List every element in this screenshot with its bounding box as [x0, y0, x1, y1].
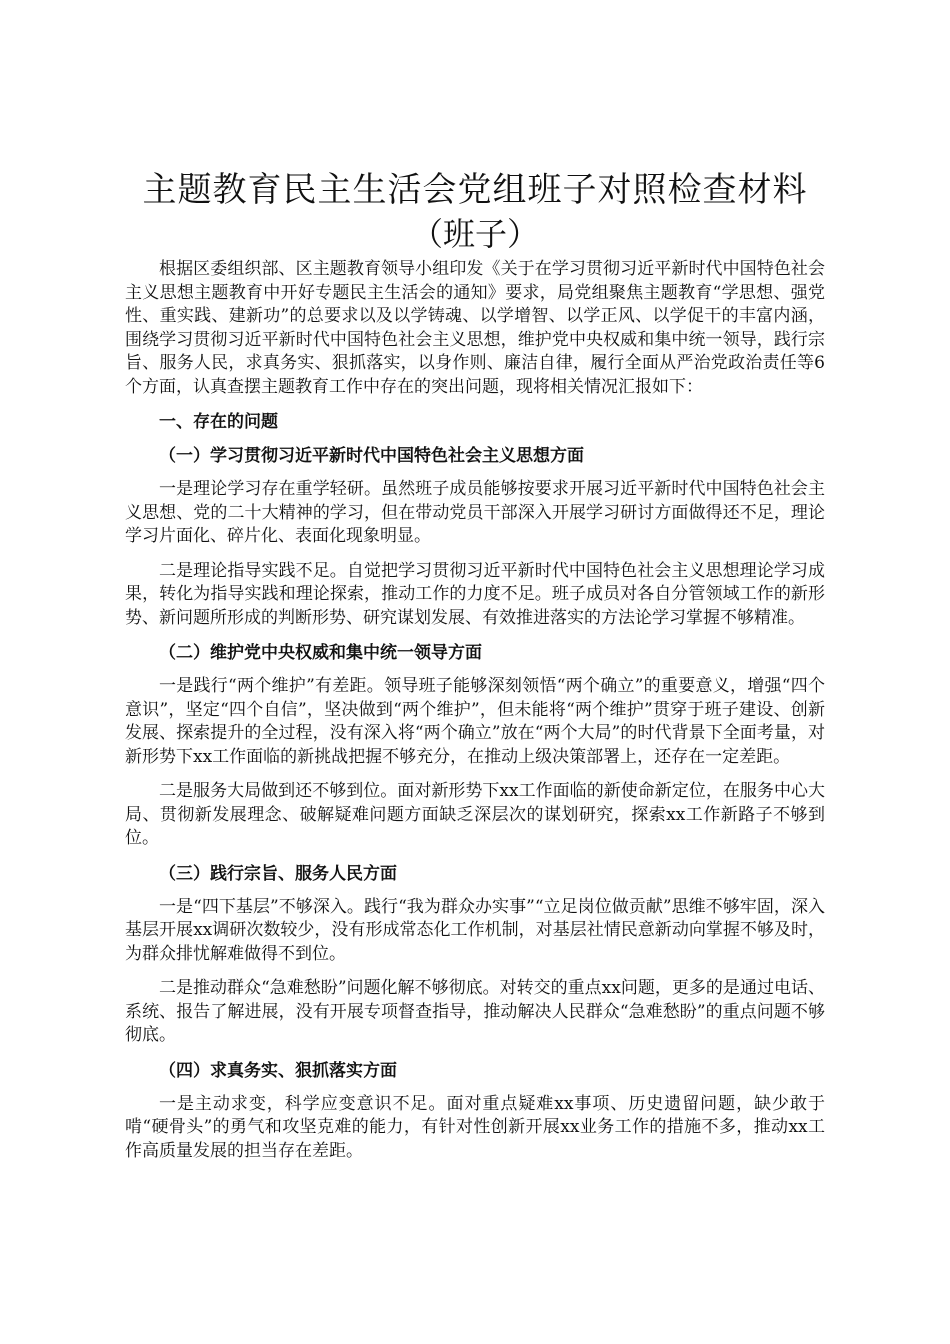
paragraph: 一是主动求变，科学应变意识不足。面对重点疑难xx事项、历史遗留问题，缺少敢于啃“硬骨头”的勇气和攻坚克难的能力，有针对性创新开展xx业务工作的措施不多，推动xx工作高质量发展的担当存在差距。: [125, 1093, 825, 1161]
paragraph: 一是“四下基层”不够深入。践行“我为群众办实事”“立足岗位做贡献”思维不够牢固，深入基层开展xx调研次数较少，没有形成常态化工作机制，对基层社情民意新动向掌握不够及时，为群众排忧解难做得不到位。: [125, 896, 825, 964]
sub-heading-4: （四）求真务实、狠抓落实方面: [159, 1060, 397, 1081]
document-page: [125, 168, 825, 1174]
sub-heading-2: （二）维护党中央权威和集中统一领导方面: [159, 643, 482, 663]
paragraph: 一是理论学习存在重学轻研。虽然班子成员能够按要求开展习近平新时代中国特色社会主义思想、党的二十大精神的学习，但在带动党员干部深入开展学习研讨方面做得还不足，理论学习片面化、碎片化、表面化现象明显。: [125, 479, 825, 546]
paragraph: 一是践行“两个维护”有差距。领导班子能够深刻领悟“两个确立”的重要意义，增强“四个意识”，坚定“四个自信”，坚决做到“两个维护”，但未能将“两个维护”贯穿于班子建设、创新发展、探索提升的全过程，没有深入将“两个确立”放在“两个大局”的时代背景下全面考量，对新形势下xx工作面临的新挑战把握不够充分，在推动上级决策部署上，还存在一定差距。: [125, 676, 825, 767]
document-subtitle: （班子）: [410, 215, 539, 253]
intro-paragraph: 根据区委组织部、区主题教育领导小组印发《关于在学习贯彻习近平新时代中国特色社会主义思想主题教育中开好专题民主生活会的通知》要求，局党组聚焦主题教育“学思想、强党性、重实践、建新功”的总要求以及以学铸魂、以学增智、以学正风、以学促干的丰富内涵，围绕学习贯彻习近平新时代中国特色社会主义思想，维护党中央权威和集中统一领导，践行宗旨、服务人民，求真务实、狠抓落实，以身作则、廉洁自律，履行全面从严治党政治责任等6个方面，认真查摆主题教育工作中存在的突出问题，现将相关情况汇报如下：: [125, 259, 825, 397]
section-heading-problems: 一、存在的问题: [159, 412, 278, 432]
paragraph: 二是理论指导实践不足。自觉把学习贯彻习近平新时代中国特色社会主义思想理论学习成果，转化为指导实践和理论探索，推动工作的力度不足。班子成员对各自分管领域工作的新形势、新问题所形成的判断形势、研究谋划发展、有效推进落实的方法论学习掌握不够精准。: [125, 560, 825, 628]
paragraph: 二是服务大局做到还不够到位。面对新形势下xx工作面临的新使命新定位，在服务中心大局、贯彻新发展理念、破解疑难问题方面缺乏深层次的谋划研究，探索xx工作新路子不够到位。: [125, 781, 825, 848]
document-title: 主题教育民主生活会党组班子对照检查材料: [142, 170, 808, 210]
sub-heading-1: （一）学习贯彻习近平新时代中国特色社会主义思想方面: [159, 446, 584, 466]
paragraph: 二是推动群众“急难愁盼”问题化解不够彻底。对转交的重点xx问题，更多的是通过电话、系统、报告了解进展，没有开展专项督查指导，推动解决人民群众“急难愁盼”的重点问题不够彻底。: [125, 978, 825, 1045]
sub-heading-3: （三）践行宗旨、服务人民方面: [159, 863, 397, 884]
